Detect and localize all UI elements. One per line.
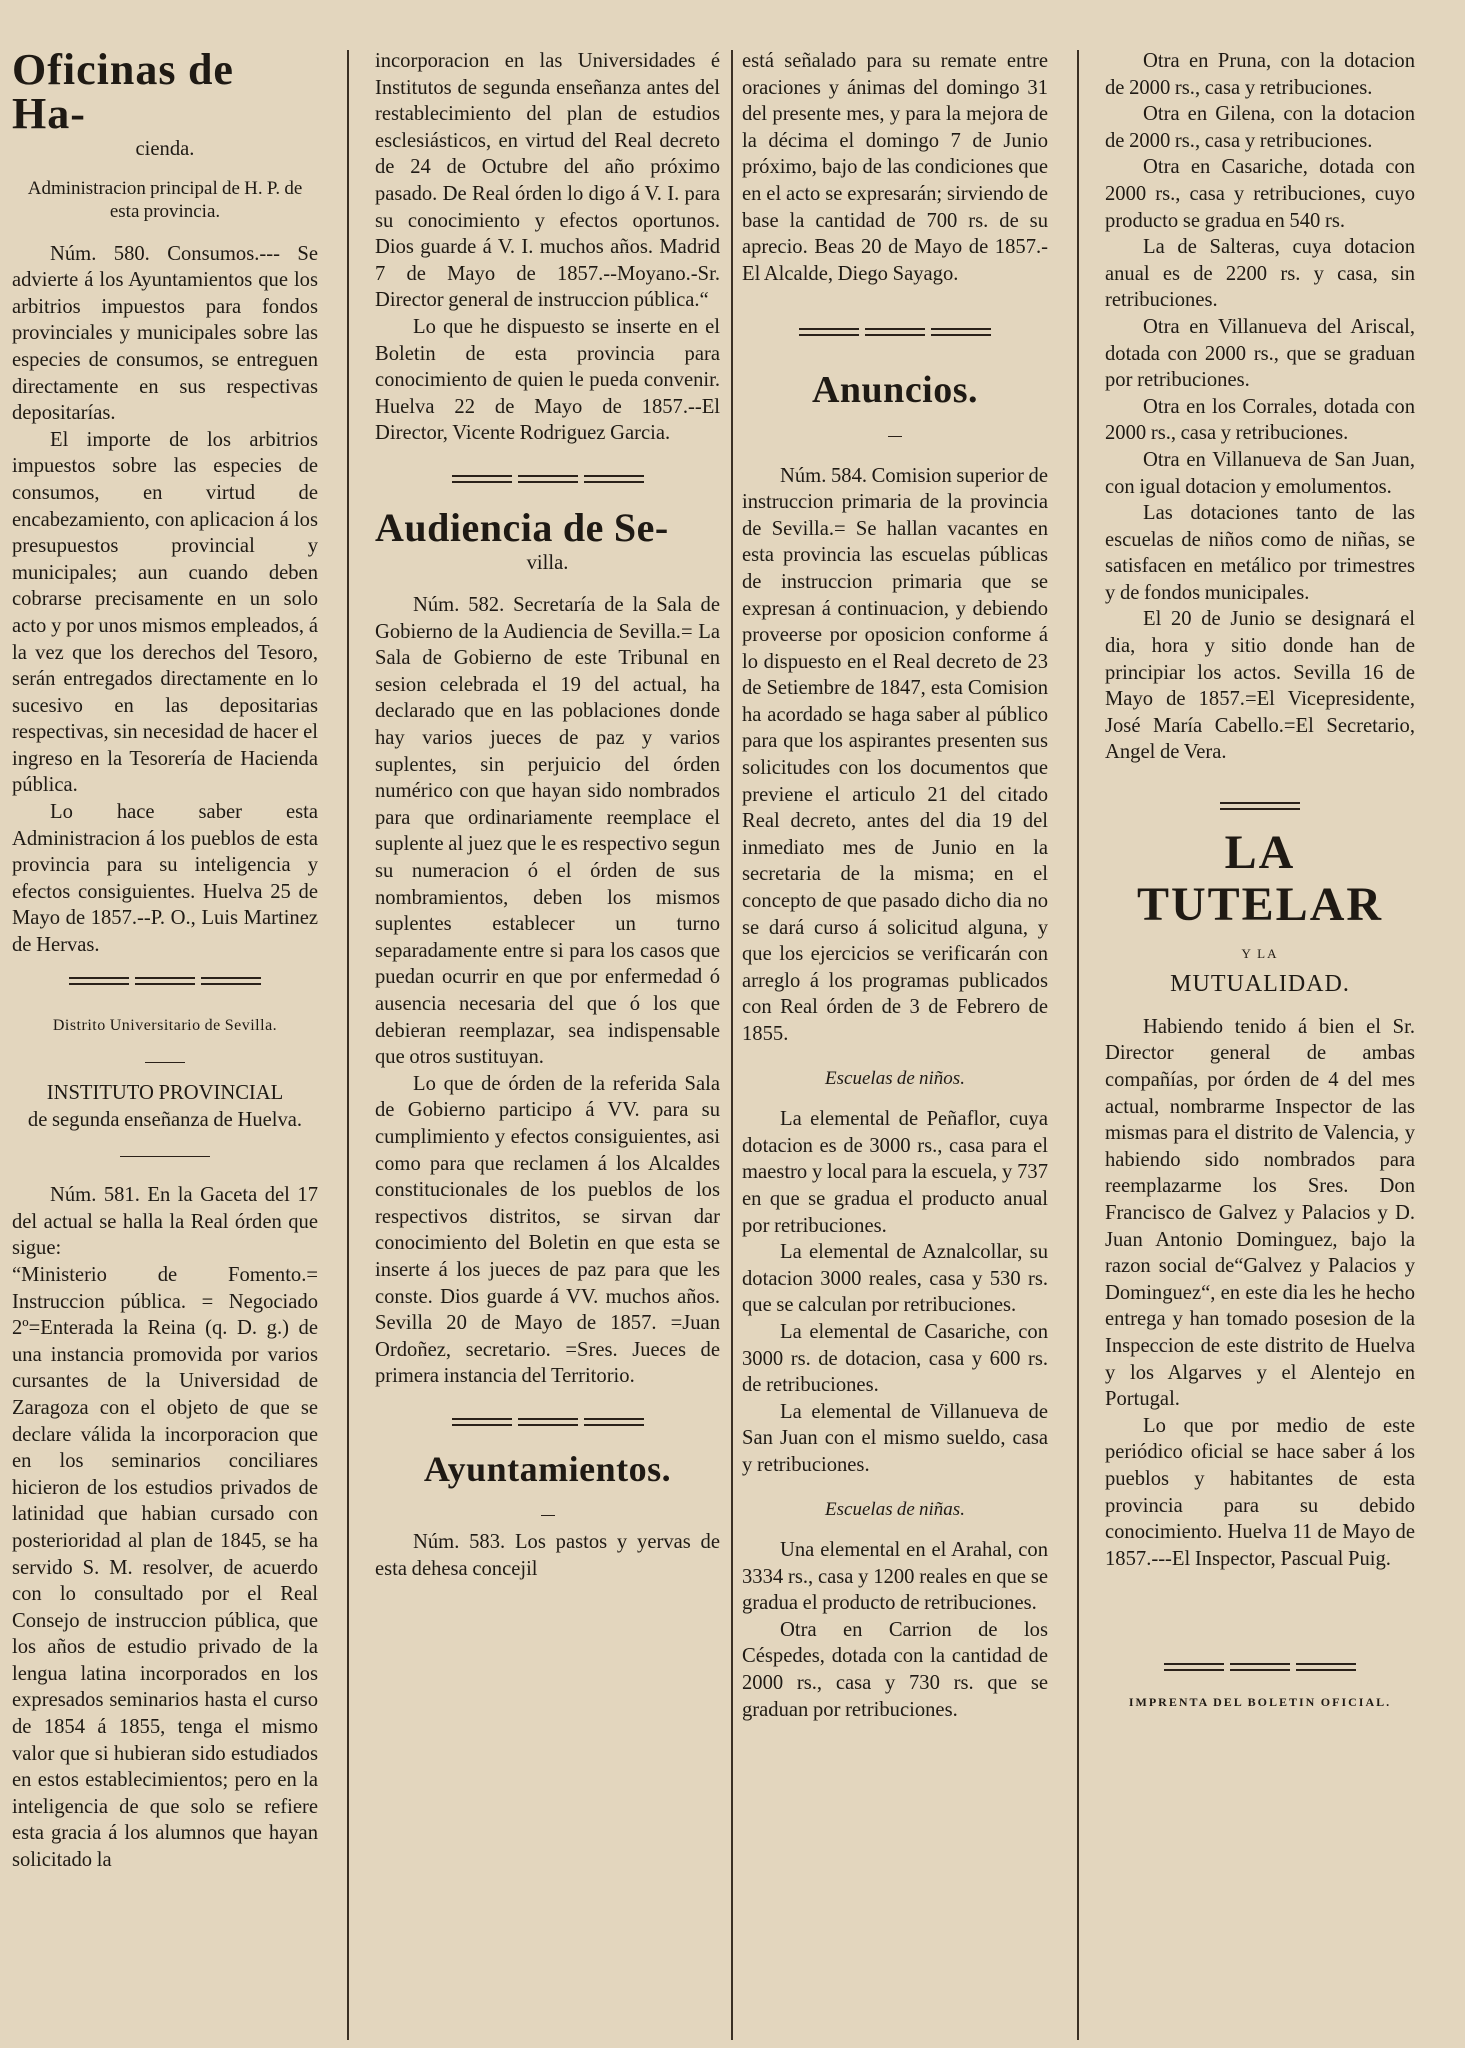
separator [1105, 792, 1415, 819]
separator [375, 465, 720, 492]
column-2 [375, 48, 720, 2042]
paragraph: “Ministerio de Fomento.= Instruccion pública. = Negociado 2º=Enterada la Reina (q. D. g.) de una instancia promovida por varios cursantes de la Universidad de Zaragoza con el objeto de que se declare válida la incorporacion que en los seminarios conciliares hicieron de los estudios privados de latinidad que habian cursado con posterioridad al plan de 1845, se ha servido S. M. resolver, de acuerdo con lo consultado por el Real Consejo de instruccion pública, que los años de estudio privado de la lengua latina incorporados en los expresados seminarios hasta el curso de 1854 á 1855, tenga el mismo valor que si hubieran sido estudiados en estos establecimientos; pero en la inteligencia de que solo se refiere esta gracia á los alumnos que hayan solicitado la [12, 1263, 318, 1872]
paragraph: Otra en Villanueva de San Juan, con igual dotacion y emolumentos. [1105, 448, 1415, 498]
title-connector: Y LA [1241, 945, 1279, 961]
column-rule [347, 50, 349, 2040]
section-subtitle: Administracion principal de H. P. de esta provincia. [27, 177, 303, 222]
paragraph: Las dotaciones tanto de las escuelas de niños como de niñas, se satisfacen en metálico por trimestres y de fondos municipales. [1105, 502, 1415, 604]
distrito-heading: Distrito Universitario de Sevilla. [52, 1017, 278, 1035]
instituto-subheading: de segunda enseñanza de Huelva. [27, 1109, 303, 1131]
paragraph: Otra en Pruna, con la dotacion de 2000 rs., casa y retribuciones. [1105, 50, 1415, 99]
paragraph: Lo que he dispuesto se inserte en el Boletin de esta provincia para conocimiento de quien le pueda convenir. Huelva 22 de Mayo de 1857.--El Director, Vicente Rodriguez Garcia. [375, 315, 720, 445]
paragraph: incorporacion en las Universidades é Institutos de segunda enseñanza antes del restablecimiento del plan de estudios esclesiásticos, en virtud del Real decreto de 24 de Octubre del año próximo pasado. De Real órden lo digo á V. I. para su conocimiento y efectos oportunos. Dios guarde á V. I. muchos años. Madrid 7 de Mayo de 1857.--Moyano.-Sr. Director general de instruccion pública.“ [375, 50, 720, 312]
paragraph: Otra en Carrion de los Céspedes, dotada con la cantidad de 2000 rs., casa y 730 rs. que se graduan por retribuciones. [742, 1618, 1048, 1721]
instituto-heading: INSTITUTO PROVINCIAL [46, 1082, 284, 1105]
separator [1105, 1652, 1415, 1679]
paragraph: Núm. 584. Comision superior de instruccion primaria de la provincia de Sevilla.= Se hallan vacantes en esta provincia las escuelas públicas de instruccion primaria que se expresan á continuacion, y debiendo proveerse por oposicion conforme á lo dispuesto en el Real decreto de 23 de Setiembre de 1847, esta Comision ha acordado se haga saber al público para que los aspirantes presenten sus solicitudes con los documentos que previene el articulo 21 del citado Real decreto, antes del dia 19 del inmediato mes de Junio en la secretaria de la misma; en el concepto de que pasado dicho dia no se dará curso á solicitud alguna, y que los ejercicios se verificarán con arreglo á los programas publicados con Real órden de 3 de Febrero de 1855. [742, 464, 1048, 1045]
separator [375, 1497, 720, 1524]
column-rule [731, 50, 733, 2040]
paragraph: Otra en Villanueva del Ariscal, dotada con 2000 rs., que se graduan por retribuciones. [1105, 315, 1415, 392]
column-3 [742, 48, 1048, 2042]
column-rule [1077, 50, 1079, 2040]
separator [12, 1138, 318, 1165]
paragraph: Otra en Casariche, dotada con 2000 rs., casa y retribuciones, cuyo producto se gradua en 540 rs. [1105, 156, 1415, 232]
paragraph: está señalado para su remate entre oraciones y ánimas del domingo 31 del presente mes, y para la mejora de la décima el domingo 7 de Junio próximo, bajo de las condiciones que en el acto se expresarán; sirviendo de base la cantidad de 700 rs. de su aprecio. Beas 20 de Mayo de 1857.-El Alcalde, Diego Sayago. [742, 50, 1048, 285]
section-title-tutelar: LA TUTELAR [1136, 825, 1384, 931]
paragraph: La de Salteras, cuya dotacion anual es de 2200 rs. y casa, sin retribuciones. [1105, 236, 1415, 312]
paragraph: El importe de los arbitrios impuestos sobre las especies de consumos, en virtud de encabezamiento, con aplicacion á los presupuestos provincial y municipales; aun cuando deben cobrarse precisamente en un solo acto y por unos mismos empleados, á la vez que los derechos del Tesoro, serán entregados directamente en lo sucesivo en las depositarias respectivas, sin necesidad de hacer el ingreso en la Tesorería de Hacienda pública. [12, 428, 318, 797]
separator [375, 1408, 720, 1435]
paragraph: Otra en Gilena, con la dotacion de 2000 rs., casa y retribuciones. [1105, 103, 1415, 152]
paragraph: Lo que por medio de este periódico oficial se hace saber á los pueblos y habitantes de esta provincia para su debido conocimiento. Huelva 11 de Mayo de 1857.---El Inspector, Pascual Puig. [1105, 1414, 1415, 1570]
paragraph: La elemental de Villanueva de San Juan con el mismo sueldo, casa y retribuciones. [742, 1400, 1048, 1476]
paragraph: Núm. 580. Consumos.--- Se advierte á los Ayuntamientos que los arbitrios impuestos para fondos provinciales y municipales sobre las especies de consumos, se entreguen directamente en sus respectivas depositarías. [12, 242, 318, 425]
separator [742, 418, 1048, 445]
subsection-heading: Escuelas de niñas. [825, 1498, 965, 1520]
paragraph: Núm. 582. Secretaría de la Sala de Gobierno de la Audiencia de Sevilla.= La Sala de Gobierno de este Tribunal en sesion celebrada el 19 del actual, ha declarado que en las poblaciones donde hay varios jueces de paz y varios suplentes, sin perjuicio del órden numérico con que hayan sido nombrados para que ordinariamente reemplace el suplente al juez que le es respectivo segun su numeracion ó el órden de sus nombramientos, deben los mismos suplentes establecer un turno separadamente entre si para los casos que puedan ocurrir en que por enfermedad ó ausencia necesaria del que ó los que debieran reemplazar, sea indispensable que otros sustituyan. [375, 594, 720, 1069]
separator [12, 967, 318, 994]
section-title-anuncios: Anuncios. [811, 368, 979, 411]
paragraph: Núm. 581. En la Gaceta del 17 del actual se halla la Real órden que sigue: [12, 1184, 318, 1260]
paragraph: La elemental de Aznalcollar, su dotacion 3000 reales, casa y 530 rs. que se calculan por retribuciones. [742, 1241, 1048, 1317]
section-title-mutualidad: MUTUALIDAD. [1170, 971, 1350, 998]
paragraph: La elemental de Casariche, con 3000 rs. de dotacion, casa y 600 rs. de retribuciones. [742, 1320, 1048, 1397]
paragraph: Otra en los Corrales, dotada con 2000 rs., casa y retribuciones. [1105, 395, 1415, 445]
separator [742, 317, 1048, 344]
separator [12, 1044, 318, 1071]
section-title-cont: cienda. [135, 138, 195, 160]
paragraph: Núm. 583. Los pastos y yervas de esta dehesa concejil [375, 1531, 720, 1580]
imprint-line: IMPRENTA DEL BOLETIN OFICIAL. [1128, 1694, 1392, 1709]
subsection-heading: Escuelas de niños. [825, 1067, 965, 1089]
section-title-cont: villa. [526, 551, 569, 574]
section-title-hacienda: Oficinas de Ha- [12, 45, 234, 138]
column-4 [1105, 48, 1415, 2042]
paragraph: Lo hace saber esta Administracion á los pueblos de esta provincia para su inteligencia y efectos consiguientes. Huelva 25 de Mayo de 1857.--P. O., Luis Martinez de Hervas. [12, 801, 318, 957]
section-title-ayuntamientos: Ayuntamientos. [423, 1448, 672, 1489]
paragraph: El 20 de Junio se designará el dia, hora y sitio donde han de principiar los actos. Sevilla 16 de Mayo de 1857.=El Vicepresidente, José María Cabello.=El Secretario, Angel de Vera. [1105, 608, 1415, 764]
section-title-audiencia: Audiencia de Se- [375, 504, 669, 550]
paragraph: Lo que de órden de la referida Sala de Gobierno participo á VV. para su cumplimiento y efectos consiguientes, asi como para que reclamen á los Alcaldes constitucionales de los pueblos de los respectivos distritos, se sirvan dar conocimiento del Boletin en que esta se inserte á los jueces de paz para que les conste. Dios guarde á VV. muchos años. Sevilla 20 de Mayo de 1857. =Juan Ordoñez, secretario. =Sres. Jueces de primera instancia del Territorio. [375, 1072, 720, 1388]
paragraph: Habiendo tenido á bien el Sr. Director general de ambas compañías, por órden de 4 del mes actual, nombrarme Inspector de las mismas para el distrito de Valencia, y habiendo sido nombrados para reemplazarme los Sres. Don Francisco de Galvez y Palacios y D. Juan Antonio Dominguez, bajo la razon social de“Galvez y Palacios y Dominguez“, en este dia les he hecho entrega y han tomado posesion de la Inspeccion de este distrito de Huelva y los Algarves y el Alentejo en Portugal. [1105, 1015, 1415, 1411]
column-1 [12, 45, 318, 2042]
paragraph: Una elemental en el Arahal, con 3334 rs., casa y 1200 reales en que se gradua el producto de retribuciones. [742, 1539, 1048, 1615]
paragraph: La elemental de Peñaflor, cuya dotacion es de 3000 rs., casa para el maestro y local para la escuela, y 737 en que se gradua el producto anual por retribuciones. [742, 1108, 1048, 1237]
